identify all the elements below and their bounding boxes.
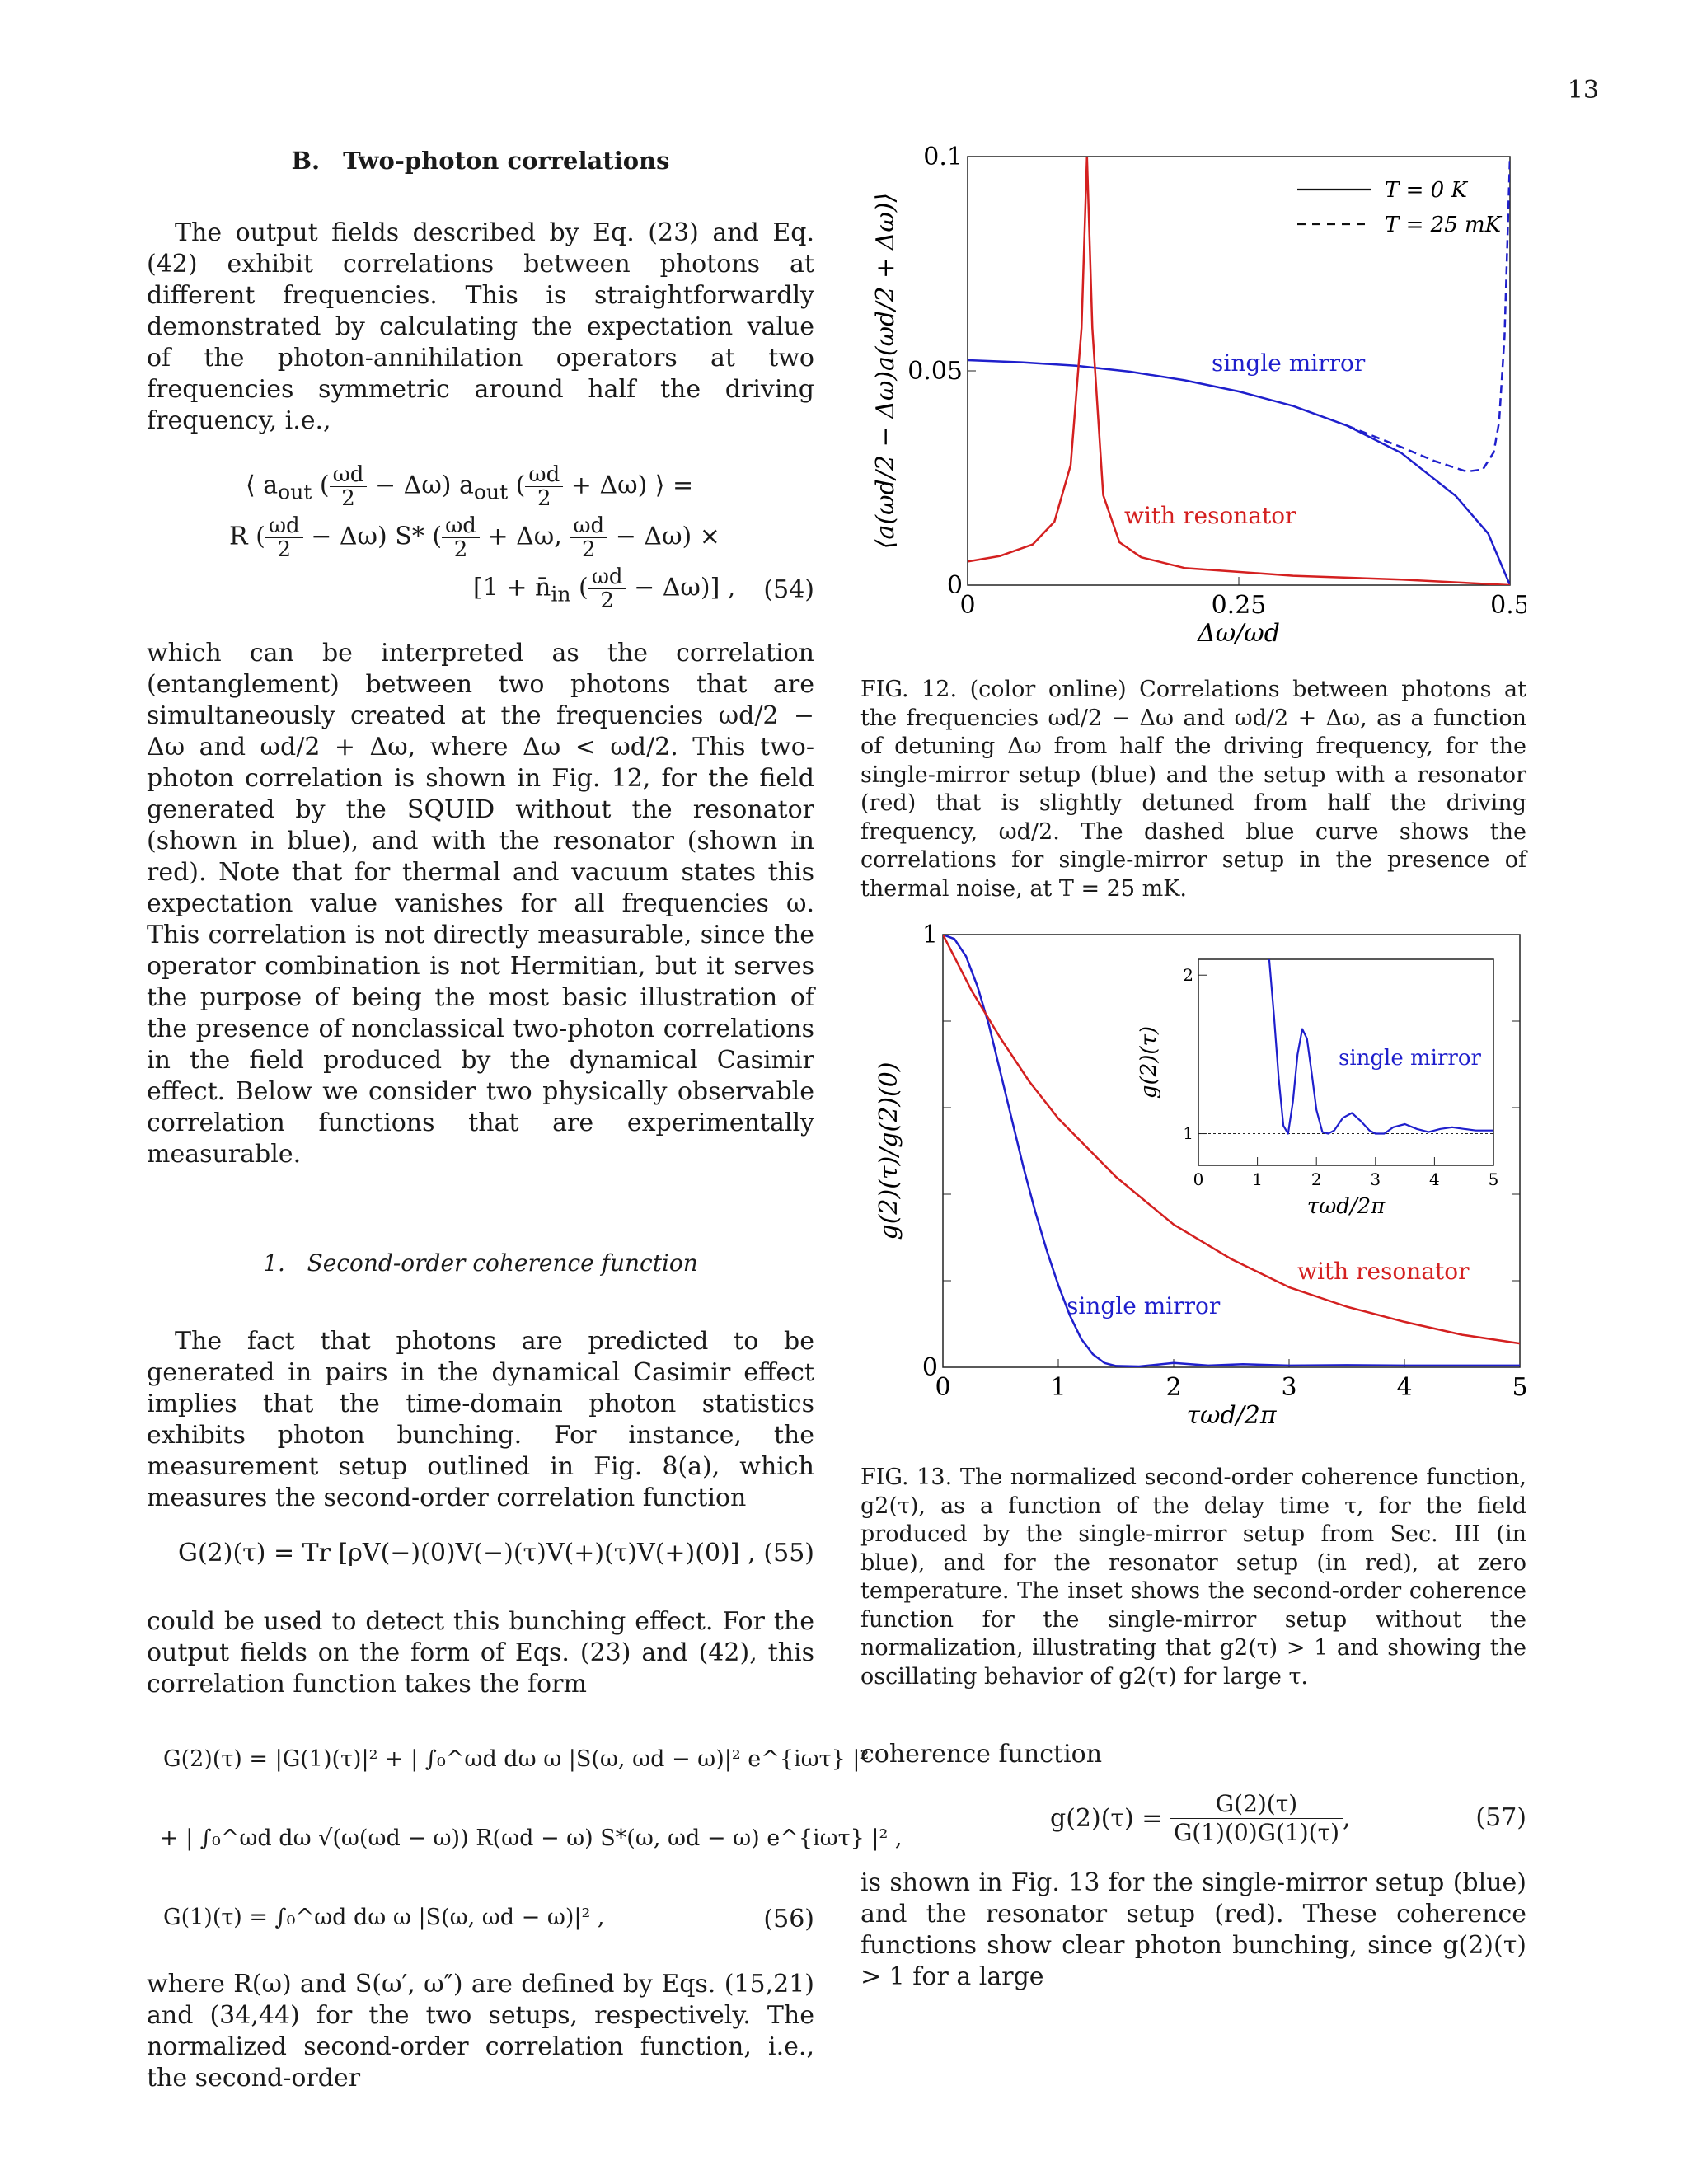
fig12-ytick-label: 0.05 [907,357,963,386]
fig12-xlabel: Δω/ωd [1198,619,1280,648]
paragraph-2: which can be interpreted as the correlation (entanglement) between two photons that are simultaneously created at the frequencies ωd/2 − Δω and ωd/2 + Δω, where Δω < ωd/2. This two-photon correlation is shown in Fig. 12, for the field generated by the SQUID without the resonator (shown in blue), and with the resonator (shown in red). Note that for thermal and vacuum states this expectation value vanishes for all frequencies ω. This correlation is not directly measurable, since the operator combination is not Hermitian, but it serves the purpose of being the most basic illustration of the presence of nonclassical two-photon correlations in the field produced by the dynamical Casimir effect. Below we consider two physically observable correlation functions that are experimentally measurable. [147,639,814,1169]
subsection-title: Second-order coherence function [307,1249,698,1277]
fig12-ylabel: ⟨a(ωd/2 − Δω)a(ωd/2 + Δω)⟩ [871,192,900,550]
eq54-l2a: R ( [229,522,265,551]
eq54-l1c: + Δω) ⟩ = [563,471,694,500]
eq55-number: (55) [763,1539,814,1568]
fig13-inset-xtick-label: 3 [1370,1169,1381,1189]
equation-56 [147,1730,903,1952]
fig12-ytick-label: 0 [946,571,963,600]
subsection-label: 1. [263,1249,285,1277]
eq54-frac-den-5: 2 [582,537,596,562]
fig12-xtick-label: 0 [959,591,976,620]
eq56-line3: G(1)(τ) = ∫₀^ωd dω ω |S(ω, ωd − ω)|² , [163,1905,605,1930]
fig13-ytick-label: 0 [921,1353,938,1382]
fig12-legend-label-2: T = 25 mK [1385,213,1502,237]
eq57-den: G(1)(0)G(1)(τ) [1173,1819,1339,1846]
fig13-xtick-label: 2 [1165,1373,1182,1402]
fig13-inset-ytick-label: 1 [1183,1123,1193,1144]
eq54-frac-den-4: 2 [453,537,468,562]
eq54-l2b: − Δω) S* ( [302,522,443,551]
fig13-inset-ylabel: g(2)(τ) [1137,1025,1161,1099]
fig13-inset-xlabel: τωd/2π [1306,1194,1386,1219]
fig13-xtick-label: 3 [1281,1373,1297,1402]
eq54-sub-in: in [551,582,571,607]
eq54-frac-num-4: ωd [442,514,480,538]
figure-13-chart [860,918,1526,1446]
fig12-legend-label-1: T = 0 K [1385,178,1467,203]
right-column [860,124,1526,1993]
eq54-number: (54) [763,575,814,604]
equation-54: ⟨ $a_{out}$ ( $\frac{\omega d}{2}$ − Δω) $a_{out}$ ( $\frac{\omega d}{2}$ + Δω) ⟩ = R ( $\frac{\omega d}{2}$ − Δω) S* ( $\frac{\omega d}{2}$ + Δω, $\frac{\omega d}{2}$ − Δω) × [$1 + n̄_{in}$ ( $\frac{\omega d}{2}$ − Δω)] , (54) [229,462,814,613]
paragraph-4: could be used to detect this bunching effect. For the output fields on the form of Eqs. (23) and (42), this correlation function takes the form [147,1607,814,1699]
subsection-heading [147,1249,814,1277]
eq54-l1a: ⟨ a [246,471,279,500]
fig12-series-single-mirror-dashed [1348,157,1510,471]
eq56-line2: + | ∫₀^ωd dω √(ω(ωd − ω)) R(ωd − ω) S*(ω, ωd − ω) e^{iωτ} |² , [160,1825,903,1851]
eq57-num: G(2)(τ) [1170,1790,1343,1819]
eq54-frac-num-5: ωd [570,514,607,538]
page-number: 13 [1567,76,1599,105]
figure-12-caption: FIG. 12. (color online) Correlations between photons at the frequencies ωd/2 − Δω and ωd/2 + Δω, as a function of detuning Δω from half the driving frequency, for the single-mirror setup (blue) and the setup with a resonator (red) that is slightly detuned from half the driving frequency, ωd/2. The dashed blue curve shows the correlations for single-mirror setup in the presence of thermal noise, at T = 25 mK. [860,677,1526,902]
eq54-l2d: − Δω) × [607,522,720,551]
fig13-ylabel: g(2)(τ)/g(2)(0) [874,1062,903,1240]
fig13-ytick-label: 1 [921,921,938,949]
fig13-inset-xtick-label: 1 [1252,1169,1263,1189]
eq54-frac-den: 2 [341,486,355,511]
equation-57 [860,1782,1526,1848]
fig13-annotation-with-resonator: with resonator [1297,1258,1470,1285]
fig13-inset-ytick-label: 2 [1183,964,1193,985]
eq54-sub-out: out [278,480,312,504]
paragraph-5: where R(ω) and S(ω′, ω″) are defined by Eqs. (15,21) and (34,44) for the two setups, respectively. The normalized second-order correlation function, i.e., the second-order [147,1970,814,2093]
eq56-number: (56) [763,1905,814,1933]
eq54-frac-num-6: ωd [588,565,626,589]
eq54-frac-den-2: 2 [537,486,551,511]
paragraph-6: coherence function [860,1740,1103,1769]
figure-13-caption: FIG. 13. The normalized second-order coherence function, g2(τ), as a function of the delay time τ, for the field produced by the single-mirror setup from Sec. III (in blue), and for the resonator setup (in red), at zero temperature. The inset shows the second-order coherence function for the single-mirror setup without the normalization, illustrating that g2(τ) > 1 and showing the oscillating behavior of g2(τ) for large τ. [860,1465,1526,1690]
eq54-frac-num: ωd [330,463,368,487]
fig13-xlabel: τωd/2π [1186,1401,1277,1430]
fig13-xtick-label: 0 [935,1373,951,1402]
eq57-lhs: g(2)(τ) = [1050,1804,1163,1833]
fig12-series-single-mirror [968,360,1510,585]
equation-55 [147,1539,814,1577]
eq55-text: G(2)(τ) = Tr [ρV(−)(0)V(−)(τ)V(+)(τ)V(+)(0)] , [178,1539,756,1568]
section-heading [147,147,814,175]
eq54-frac-den-6: 2 [600,588,614,613]
paragraph-7: is shown in Fig. 13 for the single-mirror setup (blue) and the resonator setup (red). These coherence functions show clear photon bunching, since g(2)(τ) > 1 for a large [860,1868,1526,1991]
eq54-l3b: − Δω)] , [626,573,736,602]
section-label: B. [291,147,321,175]
eq54-l1b: − Δω) a [367,471,474,500]
section-title: Two-photon correlations [343,147,670,175]
eq54-frac-den-3: 2 [277,537,292,562]
fig13-xtick-label: 5 [1512,1373,1526,1402]
fig13-inset-xtick-label: 5 [1488,1169,1499,1189]
fig13-inset-xtick-label: 2 [1311,1169,1322,1189]
fig12-annotation-single-mirror: single mirror [1212,349,1366,377]
eq57-tail: , [1343,1804,1351,1833]
fig13-xtick-label: 1 [1050,1373,1067,1402]
fig12-annotation-with-resonator: with resonator [1124,502,1296,529]
eq56-line1: G(2)(τ) = |G(1)(τ)|² + | ∫₀^ωd dω ω |S(ω, ωd − ω)|² e^{iωτ} |² [163,1746,870,1772]
eq54-frac-num-2: ωd [525,463,563,487]
fig13-xtick-label: 4 [1396,1373,1413,1402]
eq54-frac-num-3: ωd [265,514,303,538]
fig13-inset-xtick-label: 4 [1429,1169,1440,1189]
fig13-inset-annotation-single-mirror: single mirror [1339,1046,1481,1071]
fig13-inset-xtick-label: 0 [1193,1169,1204,1189]
eq54-l3a: [1 + n̄ [473,573,551,602]
eq54-sub-out-2: out [473,480,509,504]
fig12-xtick-label: 0.5 [1490,591,1526,620]
figure-12-chart [860,124,1526,659]
fig12-xtick-label: 0.25 [1211,591,1267,620]
fig13-annotation-single-mirror: single mirror [1067,1292,1221,1319]
eq57-number: (57) [1475,1803,1526,1832]
eq54-l2c: + Δω, [479,522,570,551]
paragraph-1: The output fields described by Eq. (23) and Eq. (42) exhibit correlations between photons at different frequencies. This is straightforwardly demonstrated by calculating the expectation value of the photon-annihilation operators at two frequencies symmetric around half the driving frequency, i.e., [147,218,814,435]
fig12-ytick-label: 0.1 [923,143,963,171]
paragraph-3: The fact that photons are predicted to be generated in pairs in the dynamical Casimir effect implies that the time-domain photon statistics exhibits photon bunching. For instance, the measurement setup outlined in Fig. 8(a), which measures the second-order correlation function [147,1327,814,1512]
